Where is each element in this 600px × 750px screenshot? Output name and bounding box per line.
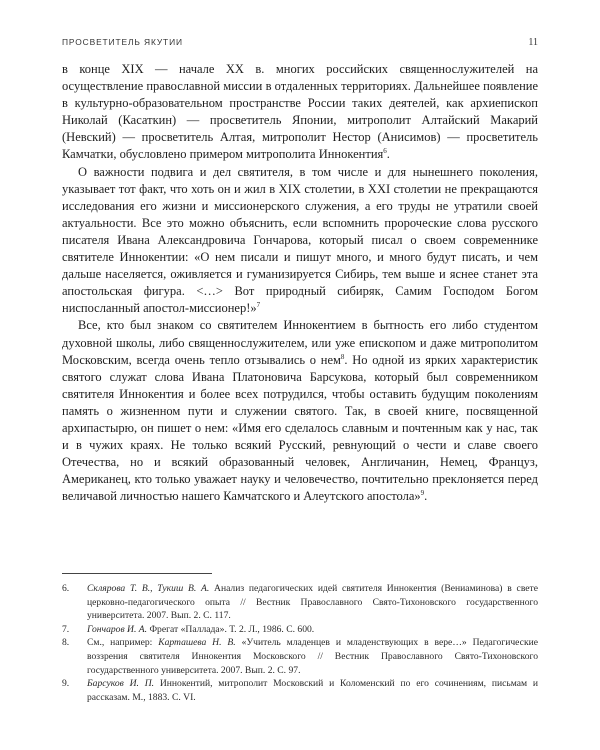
paragraph-3 bbox=[62, 317, 538, 505]
footnote-author: Карташева Н. В. bbox=[158, 637, 236, 649]
paragraph-1-tail: . bbox=[386, 147, 390, 162]
paragraph-3-tail: . bbox=[424, 489, 428, 504]
paragraph-1-text: в конце XIX — начале XX в. многих российских священнослужителей на осуществление православной миссии в отдаленных территориях. Дальнейшее появление в культурно-образовательном пространстве России таких деятелей, как архиепископ Николай (Касаткин) — просветитель Японии, митрополит Алтайский Макарий (Невский) — просветитель Алтая, митрополит Нестор (Анисимов) — просветитель Камчатки, обусловлено примером митрополита Иннокентия bbox=[62, 62, 538, 162]
footnote-author: Гончаров И. А. bbox=[87, 623, 148, 635]
footnote-number: 9. bbox=[62, 678, 70, 690]
paragraph-3-text-b: . Но одной из ярких характеристик святого служат слова Ивана Платоновича Барсукова, который был современником святителя Иннокентия и более всех потрудился, чтобы оставить будущим поколениям память о жизненном пути и служении святого. Так, в своей книге, посвященной архипастырю, он пишет о нем: «Имя его сделалось славным и почтенным как у нас, так и в чужих краях. Не только всякий Русский, ревнующий о чести и славе своего Отечества, но и всякий образованный человек, Англичанин, Немец, Француз, Американец, кто только уважает науку и человечество, почтительно преклоняется перед величавой личностью нашего Камчатского и Алеутского апостола» bbox=[62, 352, 538, 504]
paragraph-2-text: О важности подвига и дел святителя, в том числе и для нынешнего поколения, указывает тот факт, что хоть он и жил в XIX столетии, в XXI столетии не прекращаются исследования его жизни и миссионерского служения, а его труды не утратили своей актуальности. Все это можно объяснить, если вспомнить пророческие слова русского писателя Ивана Александровича Гончарова, который писал о своем современнике святителе Иннокентии: «О нем писали и пишут много, и много будут писать, и чем дальше населяется, оживляется и гуманизируется Сибирь, тем выше и яснее станет эта апостольская фигура. <…> Вот природный сибиряк, Самим Господом Богом ниспосланный апостол-миссионер!» bbox=[62, 164, 538, 316]
footnote-author: Склярова Т. В., Тукиш В. А. bbox=[87, 583, 210, 594]
footnote-ref-9[interactable]: 9 bbox=[420, 489, 425, 498]
page-number: 11 bbox=[528, 37, 538, 48]
footnote-6 bbox=[62, 582, 538, 623]
footnote-9 bbox=[62, 677, 538, 704]
footnote-text: Анализ педагогических идей святителя Иннокентия (Вениаминова) в свете церковно-педагогического опыта // Вестник Православного Свято-Тихоновского государственного университета. 2007. Вып. 2. С. 117. bbox=[87, 583, 538, 622]
footnote-8 bbox=[62, 636, 538, 677]
main-text bbox=[62, 61, 538, 505]
footnote-text: Фрегат «Паллада». Т. 2. Л., 1986. С. 600. bbox=[149, 623, 315, 635]
running-header bbox=[62, 37, 538, 48]
footnotes bbox=[62, 582, 538, 704]
footnote-number: 8. bbox=[62, 637, 70, 649]
footnote-ref-7[interactable]: 7 bbox=[256, 301, 261, 310]
footnote-text: «Учитель младенцев и младенствующих в вере…» Педагогические воззрения святителя Иннокентия Московского // Вестник Православного Свято-Тихоновского государственного университета. 2007. Вып. 2. С. 97. bbox=[87, 637, 538, 676]
running-title: ПРОСВЕТИТЕЛЬ ЯКУТИИ bbox=[62, 37, 183, 47]
paragraph-3-text-a: Все, кто был знаком со святителем Иннокентием в бытность его либо студентом духовной школы, либо священнослужителем, или уже епископом и даже митрополитом Московским, всегда очень тепло отзывались о нем bbox=[62, 318, 538, 367]
footnote-number: 6. bbox=[62, 583, 70, 594]
footnote-text: Иннокентий, митрополит Московский и Коломенский по его сочинениям, письмам и рассказам. М., 1883. С. VI. bbox=[87, 678, 538, 703]
paragraph-2 bbox=[62, 164, 538, 318]
footnote-author: Барсуков И. П. bbox=[87, 678, 155, 690]
footnote-divider bbox=[62, 573, 212, 574]
footnote-7 bbox=[62, 623, 538, 637]
footnote-prefix: См., например: bbox=[87, 637, 153, 649]
footnote-ref-6[interactable]: 6 bbox=[383, 147, 387, 156]
footnote-number: 7. bbox=[62, 623, 70, 635]
paragraph-1 bbox=[62, 61, 538, 164]
footnote-ref-8[interactable]: 8 bbox=[340, 352, 345, 361]
